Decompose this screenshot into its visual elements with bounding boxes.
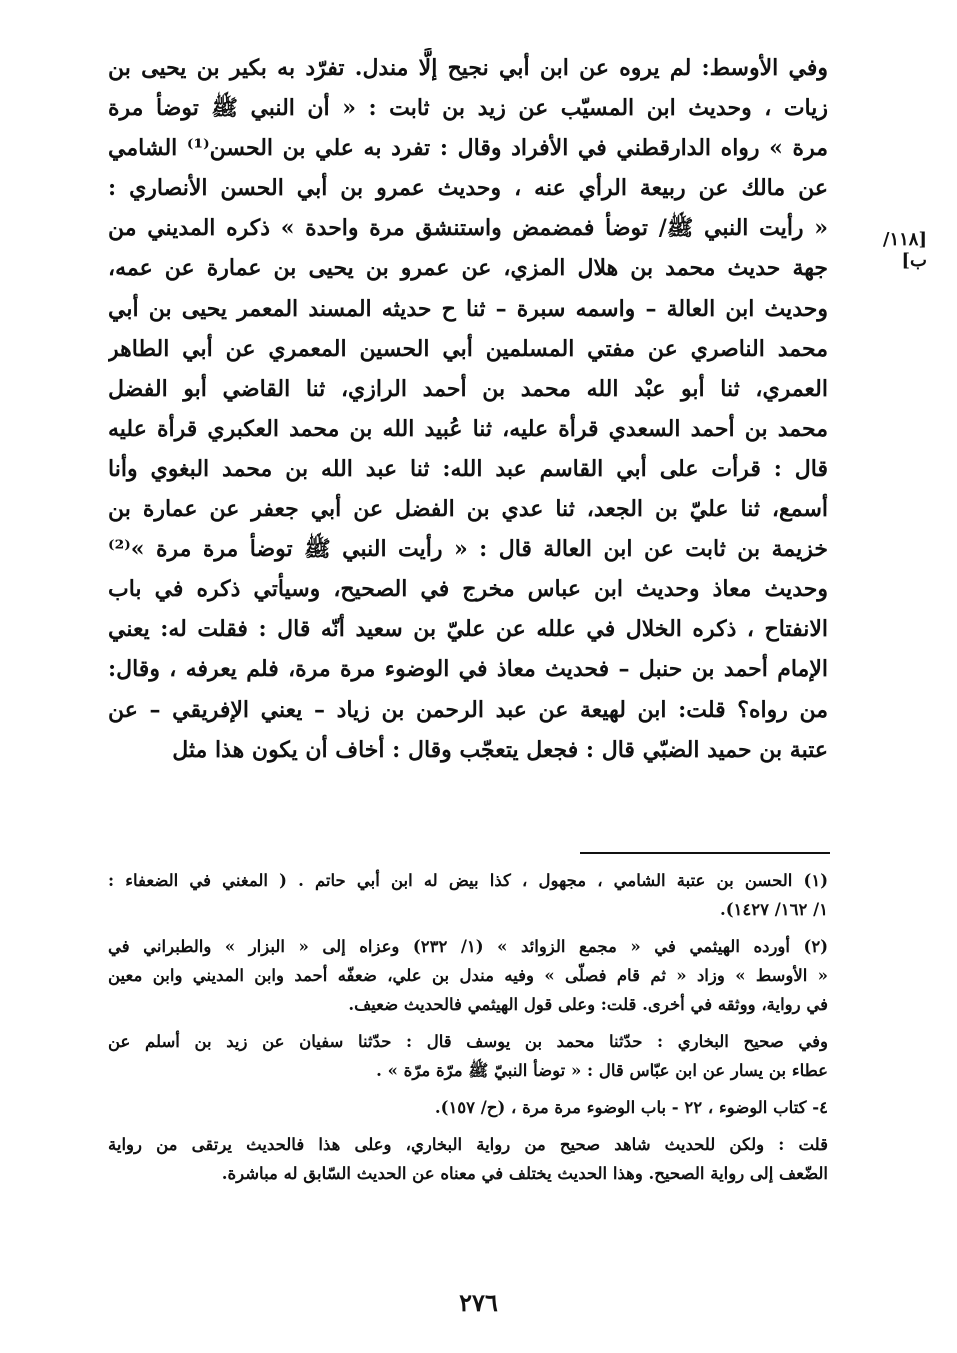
footnote-line: (١) الحسن بن عتبة الشامي ، مجهول ، كذا بيض له ابن أبي حاتم . ( المغني في الضعفاء :	[108, 871, 828, 890]
page-number: ٢٧٦	[459, 1288, 498, 1317]
body-line: زيات ، وحديث ابن المسيّب عن زيد بن ثابت : « أن النبي ﷺ توضأ مرة	[108, 95, 828, 122]
body-line: الإمام أحمد بن حنبل – فحديث معاذ في الوضوء مرة مرة، فلم يعرفه ، وقال:	[108, 656, 828, 683]
margin-folio-note: [١١٨/ ب]	[882, 229, 927, 271]
footnote-line: (٢) أورده الهيثمي في « مجمع الزوائد » (١/ ٢٣٢) وعزاه إلى « البزار » والطبراني في	[108, 937, 828, 956]
footnote-reference	[108, 1093, 828, 1122]
body-line: العمري، ثنا أبو عبْد الله محمد بن أحمد الرازي، ثنا القاضي أبو الفضل	[108, 375, 828, 402]
footnote-line: وفي صحيح البخاري : حدّثنا محمد بن يوسف قال : حدّثنا سفيان عن زيد بن أسلم عن	[108, 1032, 828, 1051]
footnote-line: الضّعف إلى رواية الصحيح. وهذا الحديث يختلف في معناه عن الحديث السّابق له مباشرة.	[221, 1164, 828, 1183]
footnotes-block	[108, 866, 828, 1196]
body-line: محمد بن أحمد السعدي قرأة عليه، ثنا عُبيد الله بن محمد العكبري قرأة عليه	[108, 415, 828, 442]
body-line: مرة » رواه الدارقطني في الأفراد وقال : تفرد به علي بن الحسن⁽¹⁾ الشامي	[108, 135, 828, 162]
body-line: « رأيت النبي ﷺ/ توضأ فمضمض واستنشق مرة واحدة » ذكره المديني من	[108, 215, 828, 242]
body-line: جهة حديث محمد بن هلال المزي، عن عمرو بن يحيى بن عمارة عن عمه،	[108, 255, 828, 282]
body-line: وفي الأوسط: لم يروه عن ابن أبي نجيح إلَّا مندل. تفرّد به بكير بن يحيى بن	[108, 55, 828, 81]
footnote-line: ١/ ١٦٢/ ١٤٢٧).	[719, 900, 828, 919]
body-line: وحديث معاذ وحديث ابن عباس مخرج في الصحيح، وسيأتي ذكره في باب	[108, 576, 828, 603]
footnote-1	[108, 866, 828, 924]
body-line: أسمع، ثنا عليّ بن الجعد، ثنا عدي بن الفضل عن أبي جعفر عن عمارة بن	[108, 496, 828, 523]
footnote-line: قلت : ولكن للحديث شاهد صحيح من رواية البخاري، وعلى هذا فالحديث يرتقى من رواية	[108, 1135, 828, 1154]
body-line: خزيمة بن ثابت عن ابن العالة قال : « رأيت النبي ﷺ توضأ مرة مرة »⁽²⁾	[108, 536, 828, 563]
body-line: من رواه؟ قلت: ابن لهيعة عن عبد الرحمن بن زياد – يعني الإفريقي – عن	[108, 696, 828, 723]
footnote-bukhari	[108, 1027, 828, 1085]
body-line: محمد الناصري عن مفتي المسلمين أبي الحسين المعمري عن أبي الطاهر	[108, 335, 828, 362]
body-line: عتبة بن حميد الضبّي قال : فجعل يتعجّب وقال : أخاف أن يكون هذا مثل	[172, 736, 828, 763]
footnote-line: ٤- كتاب الوضوء ، ٢٢ - باب الوضوء مرة مرة ، (ح/ ١٥٧).	[434, 1098, 828, 1117]
footnote-line: « الأوسط » وزاد « ثم قام فصلّى » وفيه مندل بن علي، ضعفّه أحمد وابن المديني وابن معين	[108, 966, 828, 985]
footnote-line: في رواية، ووثقه في أخرى. قلت: وعلى قول الهيثمي فالحديث ضعيف.	[348, 995, 828, 1014]
body-line: الانفتاح ، ذكره الخلال في علله عن عليّ بن سعيد أنّه قال : فقلت له: يعني	[108, 616, 828, 643]
footnote-line: عطاء بن يسار عن ابن عبّاس قال : « توضأ النبيّ ﷺ مرّة مرّة » .	[376, 1061, 828, 1080]
footnote-separator	[580, 852, 830, 854]
body-line: عن مالك عن ربيعة الرأي عنه ، وحديث عمرو بن أبي الحسن الأنصاري :	[108, 175, 828, 202]
body-line: قال : قرأت على أبي القاسم عبد الله: ثنا عبد الله بن محمد البغوي وأنا	[108, 455, 828, 482]
main-text-block	[108, 48, 828, 770]
body-line: وحديث ابن العالة – واسمه سبرة – ثنا ح حديثه المسند المعمر يحيى بن أبي	[108, 295, 828, 322]
footnote-2	[108, 932, 828, 1019]
footnote-comment	[108, 1130, 828, 1188]
